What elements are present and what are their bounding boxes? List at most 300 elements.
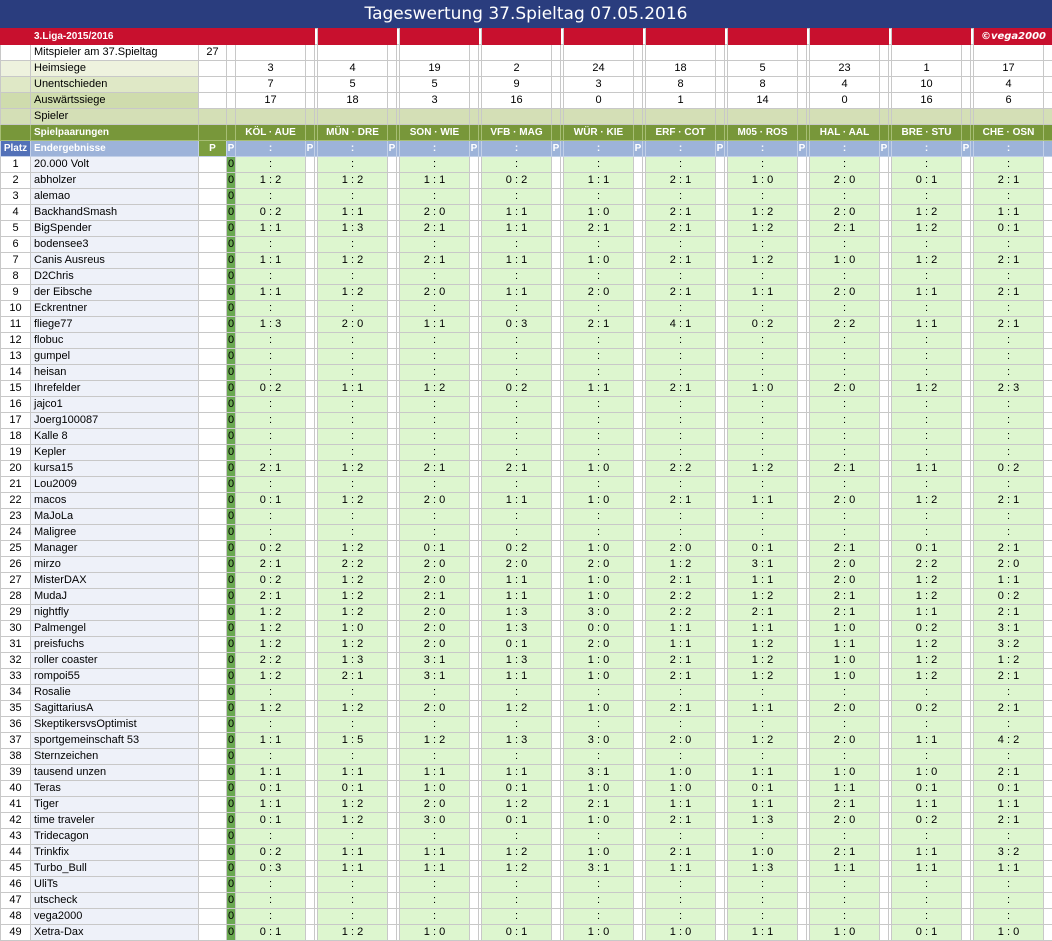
tip-points-cell: [470, 157, 479, 173]
tip-cell: 2 : 0: [400, 797, 470, 813]
tip-points-cell: [1044, 733, 1052, 749]
blank-cell: [306, 93, 315, 109]
tip-cell: :: [810, 429, 880, 445]
tip-cell: :: [482, 237, 552, 253]
tip-cell: 1 : 3: [728, 861, 798, 877]
tip-points-cell: [880, 557, 889, 573]
table-row: [1, 877, 1052, 893]
tip-cell: 1 : 2: [728, 461, 798, 477]
tip-points-cell: [962, 429, 971, 445]
tip-points-cell: [962, 717, 971, 733]
blank-cell: [798, 109, 807, 125]
rank-cell: 21: [1, 477, 31, 493]
tip-cell: 1 : 2: [728, 589, 798, 605]
tip-points-cell: [388, 765, 397, 781]
match-draw-count: 8: [646, 77, 716, 93]
tip-points-cell: [388, 269, 397, 285]
tip-cell: :: [974, 717, 1044, 733]
tip-points-cell: [388, 349, 397, 365]
blank-cell: [199, 429, 227, 445]
total-points: 0: [227, 909, 236, 925]
tip-cell: :: [236, 717, 306, 733]
tip-cell: 0 : 2: [974, 589, 1044, 605]
tip-cell: :: [892, 445, 962, 461]
tip-points-cell: [716, 797, 725, 813]
tip-points-cell: [552, 797, 561, 813]
tip-cell: 1 : 1: [482, 253, 552, 269]
tip-points-cell: [388, 589, 397, 605]
tip-cell: :: [564, 157, 634, 173]
tip-cell: :: [892, 877, 962, 893]
tip-points-cell: [798, 653, 807, 669]
tip-points-cell: [552, 653, 561, 669]
total-points: 0: [227, 397, 236, 413]
tip-cell: 1 : 1: [892, 733, 962, 749]
tip-points-cell: [880, 381, 889, 397]
tip-points-cell: [470, 797, 479, 813]
tip-cell: :: [728, 413, 798, 429]
tip-cell: 0 : 1: [236, 781, 306, 797]
tip-cell: 1 : 1: [974, 573, 1044, 589]
home-label: Heimsiege: [31, 61, 199, 77]
tip-points-cell: [1044, 925, 1052, 941]
tip-cell: :: [564, 429, 634, 445]
tip-cell: :: [728, 333, 798, 349]
tip-points-cell: [962, 413, 971, 429]
tip-cell: :: [482, 189, 552, 205]
tip-points-cell: [388, 525, 397, 541]
tip-cell: 2 : 1: [400, 221, 470, 237]
match-result: :: [564, 141, 634, 157]
tip-points-cell: [470, 781, 479, 797]
tip-points-cell: [716, 429, 725, 445]
tip-points-cell: [552, 317, 561, 333]
tip-cell: 1 : 1: [892, 285, 962, 301]
tip-points-cell: [880, 365, 889, 381]
match-result: :: [236, 141, 306, 157]
tip-cell: 2 : 2: [318, 557, 388, 573]
table-row: [1, 701, 1052, 717]
tip-cell: :: [564, 477, 634, 493]
tip-cell: :: [974, 685, 1044, 701]
points-header: P: [880, 141, 889, 157]
tip-points-cell: [880, 701, 889, 717]
table-row: [1, 829, 1052, 845]
table-row: [1, 397, 1052, 413]
tip-cell: 1 : 1: [810, 781, 880, 797]
tip-points-cell: [798, 445, 807, 461]
tip-cell: 1 : 2: [400, 381, 470, 397]
tip-cell: :: [728, 509, 798, 525]
tip-cell: :: [646, 749, 716, 765]
tip-points-cell: [880, 765, 889, 781]
tip-cell: 1 : 2: [236, 637, 306, 653]
tip-points-cell: [552, 925, 561, 941]
tip-cell: :: [482, 877, 552, 893]
tip-cell: 1 : 0: [564, 589, 634, 605]
blank-cell: [892, 29, 962, 45]
tip-cell: :: [236, 269, 306, 285]
tip-points-cell: [634, 573, 643, 589]
tip-cell: 1 : 2: [728, 221, 798, 237]
tip-cell: :: [564, 877, 634, 893]
tip-points-cell: [962, 637, 971, 653]
blank-cell: [1, 93, 31, 109]
player-name: Turbo_Bull: [31, 861, 199, 877]
tip-cell: :: [564, 269, 634, 285]
tip-cell: :: [892, 349, 962, 365]
tip-cell: 1 : 2: [482, 797, 552, 813]
tip-cell: :: [728, 397, 798, 413]
tip-cell: 2 : 0: [400, 493, 470, 509]
tip-cell: 2 : 0: [646, 541, 716, 557]
tip-points-cell: [634, 285, 643, 301]
total-points: 0: [227, 461, 236, 477]
tip-cell: :: [646, 237, 716, 253]
blank-cell: [798, 45, 807, 61]
tip-cell: 1 : 1: [482, 221, 552, 237]
tip-cell: 1 : 0: [810, 765, 880, 781]
tip-cell: :: [236, 685, 306, 701]
blank-cell: [974, 109, 1044, 125]
total-points: 0: [227, 893, 236, 909]
tip-points-cell: [634, 861, 643, 877]
tip-cell: :: [728, 717, 798, 733]
blank-cell: [199, 637, 227, 653]
tip-cell: 2 : 1: [236, 461, 306, 477]
tip-points-cell: [880, 925, 889, 941]
tip-points-cell: [962, 301, 971, 317]
tip-cell: :: [564, 829, 634, 845]
tip-cell: 1 : 0: [810, 621, 880, 637]
table-row: [1, 749, 1052, 765]
match-result: :: [482, 141, 552, 157]
tip-points-cell: [880, 797, 889, 813]
tip-cell: 1 : 0: [564, 845, 634, 861]
tip-cell: 2 : 1: [646, 253, 716, 269]
tip-points-cell: [880, 493, 889, 509]
blank-cell: [716, 29, 725, 45]
tip-cell: :: [810, 525, 880, 541]
player-name: Eckrentner: [31, 301, 199, 317]
players-label: Mitspieler am 37.Spieltag: [31, 45, 199, 61]
tip-cell: :: [892, 909, 962, 925]
total-points: 0: [227, 349, 236, 365]
tip-cell: 1 : 2: [318, 637, 388, 653]
blank-cell: [199, 189, 227, 205]
blank-cell: [199, 813, 227, 829]
tip-points-cell: [798, 461, 807, 477]
match-pair-label: MÜN · DRE: [318, 125, 388, 141]
tip-cell: :: [810, 877, 880, 893]
tip-points-cell: [798, 749, 807, 765]
tip-points-cell: [1044, 829, 1052, 845]
tip-points-cell: [552, 717, 561, 733]
player-name: time traveler: [31, 813, 199, 829]
tip-cell: 1 : 0: [646, 765, 716, 781]
match-away-count: 16: [892, 93, 962, 109]
tip-points-cell: [1044, 701, 1052, 717]
total-points: 0: [227, 509, 236, 525]
tip-points-cell: [634, 397, 643, 413]
home-row: [1, 61, 1052, 77]
tip-points-cell: [962, 925, 971, 941]
rank-cell: 42: [1, 813, 31, 829]
blank-cell: [199, 221, 227, 237]
tip-cell: :: [646, 445, 716, 461]
player-name: UliTs: [31, 877, 199, 893]
tip-cell: :: [482, 397, 552, 413]
tip-points-cell: [388, 493, 397, 509]
tip-cell: 2 : 0: [810, 813, 880, 829]
tip-cell: :: [810, 397, 880, 413]
blank-cell: [564, 29, 634, 45]
tip-points-cell: [634, 253, 643, 269]
tip-points-cell: [1044, 637, 1052, 653]
table-row: [1, 653, 1052, 669]
tip-points-cell: [716, 253, 725, 269]
tip-cell: :: [400, 269, 470, 285]
tip-cell: 2 : 0: [564, 637, 634, 653]
tip-cell: 0 : 2: [974, 461, 1044, 477]
tip-cell: :: [810, 157, 880, 173]
tip-cell: 3 : 2: [974, 637, 1044, 653]
tip-cell: :: [974, 477, 1044, 493]
player-name: BackhandSmash: [31, 205, 199, 221]
tip-cell: :: [482, 349, 552, 365]
blank-cell: [199, 269, 227, 285]
blank-cell: [552, 77, 561, 93]
tip-points-cell: [716, 893, 725, 909]
tip-points-cell: [1044, 253, 1052, 269]
tip-points-cell: [634, 381, 643, 397]
tip-cell: 1 : 2: [728, 205, 798, 221]
tip-points-cell: [1044, 365, 1052, 381]
match-home-count: 23: [810, 61, 880, 77]
tip-cell: :: [892, 893, 962, 909]
tip-points-cell: [716, 829, 725, 845]
match-draw-count: 8: [728, 77, 798, 93]
tip-points-cell: [552, 285, 561, 301]
points-header: P: [798, 141, 807, 157]
tip-cell: :: [482, 717, 552, 733]
rank-cell: 4: [1, 205, 31, 221]
spieler-label: Spieler: [31, 109, 199, 125]
tip-cell: 2 : 1: [236, 557, 306, 573]
blank-cell: [1044, 109, 1052, 125]
rank-cell: 19: [1, 445, 31, 461]
tip-points-cell: [470, 525, 479, 541]
tip-points-cell: [634, 669, 643, 685]
tip-points-cell: [962, 653, 971, 669]
blank-cell: [306, 29, 315, 45]
draw-row: [1, 77, 1052, 93]
tip-cell: :: [400, 877, 470, 893]
tip-cell: 1 : 0: [564, 493, 634, 509]
tip-points-cell: [634, 365, 643, 381]
tip-points-cell: [880, 301, 889, 317]
tip-cell: :: [974, 893, 1044, 909]
blank-cell: [962, 77, 971, 93]
tip-points-cell: [880, 669, 889, 685]
tip-points-cell: [306, 637, 315, 653]
tip-cell: :: [646, 189, 716, 205]
tip-points-cell: [716, 237, 725, 253]
table-row: [1, 477, 1052, 493]
tip-cell: :: [564, 509, 634, 525]
tip-cell: 1 : 2: [892, 573, 962, 589]
tip-cell: 0 : 1: [728, 781, 798, 797]
tip-points-cell: [962, 829, 971, 845]
tip-points-cell: [716, 541, 725, 557]
tip-points-cell: [634, 189, 643, 205]
tip-cell: 1 : 1: [318, 845, 388, 861]
tip-points-cell: [1044, 269, 1052, 285]
tip-points-cell: [634, 781, 643, 797]
tip-points-cell: [798, 205, 807, 221]
table-row: [1, 893, 1052, 909]
total-points: 0: [227, 493, 236, 509]
rank-cell: 31: [1, 637, 31, 653]
tip-cell: 1 : 2: [318, 285, 388, 301]
tip-cell: :: [318, 877, 388, 893]
total-points: 0: [227, 861, 236, 877]
tip-cell: 1 : 1: [892, 317, 962, 333]
tip-cell: 1 : 1: [728, 573, 798, 589]
tip-points-cell: [880, 717, 889, 733]
tip-points-cell: [880, 781, 889, 797]
tip-points-cell: [798, 781, 807, 797]
tip-cell: 1 : 1: [728, 701, 798, 717]
tip-cell: 1 : 2: [892, 669, 962, 685]
tip-points-cell: [470, 365, 479, 381]
tip-cell: 1 : 1: [236, 765, 306, 781]
blank-cell: [199, 205, 227, 221]
rank-cell: 29: [1, 605, 31, 621]
blank-cell: [199, 29, 227, 45]
tip-cell: 1 : 1: [646, 621, 716, 637]
tip-points-cell: [634, 925, 643, 941]
total-points: 0: [227, 157, 236, 173]
tip-points-cell: [962, 461, 971, 477]
match-home-count: 17: [974, 61, 1044, 77]
total-points: 0: [227, 797, 236, 813]
blank-cell: [388, 109, 397, 125]
tip-points-cell: [716, 173, 725, 189]
tip-cell: :: [810, 829, 880, 845]
tip-points-cell: [552, 365, 561, 381]
total-points: 0: [227, 733, 236, 749]
tip-cell: 0 : 1: [892, 925, 962, 941]
points-header: P: [634, 141, 643, 157]
tip-cell: 1 : 0: [810, 669, 880, 685]
tip-cell: 1 : 0: [810, 253, 880, 269]
tip-points-cell: [798, 397, 807, 413]
platz-header: Platz: [1, 141, 31, 157]
blank-cell: [388, 77, 397, 93]
tip-cell: 1 : 1: [318, 765, 388, 781]
tip-cell: :: [318, 365, 388, 381]
tip-points-cell: [388, 317, 397, 333]
tip-points-cell: [388, 333, 397, 349]
tip-cell: :: [482, 909, 552, 925]
tip-cell: 2 : 2: [646, 589, 716, 605]
tip-cell: 1 : 1: [400, 861, 470, 877]
tip-points-cell: [1044, 717, 1052, 733]
tip-cell: 2 : 1: [974, 253, 1044, 269]
tip-points-cell: [716, 493, 725, 509]
tip-points-cell: [798, 621, 807, 637]
blank-cell: [199, 253, 227, 269]
tip-points-cell: [716, 301, 725, 317]
tip-points-cell: [470, 205, 479, 221]
tip-points-cell: [552, 877, 561, 893]
tip-points-cell: [880, 685, 889, 701]
tip-cell: :: [646, 525, 716, 541]
player-name: Trinkfix: [31, 845, 199, 861]
tip-points-cell: [798, 893, 807, 909]
tip-cell: :: [646, 893, 716, 909]
blank-cell: [716, 45, 725, 61]
tip-points-cell: [470, 589, 479, 605]
rank-cell: 47: [1, 893, 31, 909]
blank-cell: [552, 125, 561, 141]
tip-cell: :: [974, 445, 1044, 461]
blank-cell: [798, 93, 807, 109]
blank-cell: [552, 109, 561, 125]
tip-cell: 1 : 1: [728, 285, 798, 301]
tip-cell: 1 : 5: [318, 733, 388, 749]
tip-points-cell: [962, 701, 971, 717]
tip-points-cell: [470, 557, 479, 573]
tip-points-cell: [716, 685, 725, 701]
tip-points-cell: [962, 781, 971, 797]
total-points: 0: [227, 685, 236, 701]
match-home-count: 19: [400, 61, 470, 77]
tip-cell: :: [892, 429, 962, 445]
tip-points-cell: [388, 237, 397, 253]
tip-points-cell: [1044, 605, 1052, 621]
tip-points-cell: [1044, 813, 1052, 829]
tip-cell: :: [728, 445, 798, 461]
blank-cell: [974, 45, 1044, 61]
tip-points-cell: [716, 333, 725, 349]
tip-points-cell: [388, 173, 397, 189]
tip-points-cell: [388, 301, 397, 317]
match-result: :: [892, 141, 962, 157]
rank-cell: 18: [1, 429, 31, 445]
tip-cell: 2 : 1: [974, 813, 1044, 829]
tip-points-cell: [880, 237, 889, 253]
league-row: [1, 29, 1052, 45]
rank-cell: 5: [1, 221, 31, 237]
total-points: 0: [227, 765, 236, 781]
tip-cell: 1 : 1: [400, 845, 470, 861]
tip-cell: 1 : 0: [564, 253, 634, 269]
tip-cell: :: [892, 477, 962, 493]
tip-points-cell: [716, 733, 725, 749]
tip-points-cell: [552, 269, 561, 285]
tip-cell: :: [728, 269, 798, 285]
tip-cell: 1 : 2: [892, 493, 962, 509]
table-row: [1, 445, 1052, 461]
tip-points-cell: [716, 621, 725, 637]
tip-cell: :: [728, 365, 798, 381]
tip-points-cell: [716, 461, 725, 477]
tip-points-cell: [634, 797, 643, 813]
tip-cell: :: [564, 749, 634, 765]
tip-points-cell: [470, 573, 479, 589]
